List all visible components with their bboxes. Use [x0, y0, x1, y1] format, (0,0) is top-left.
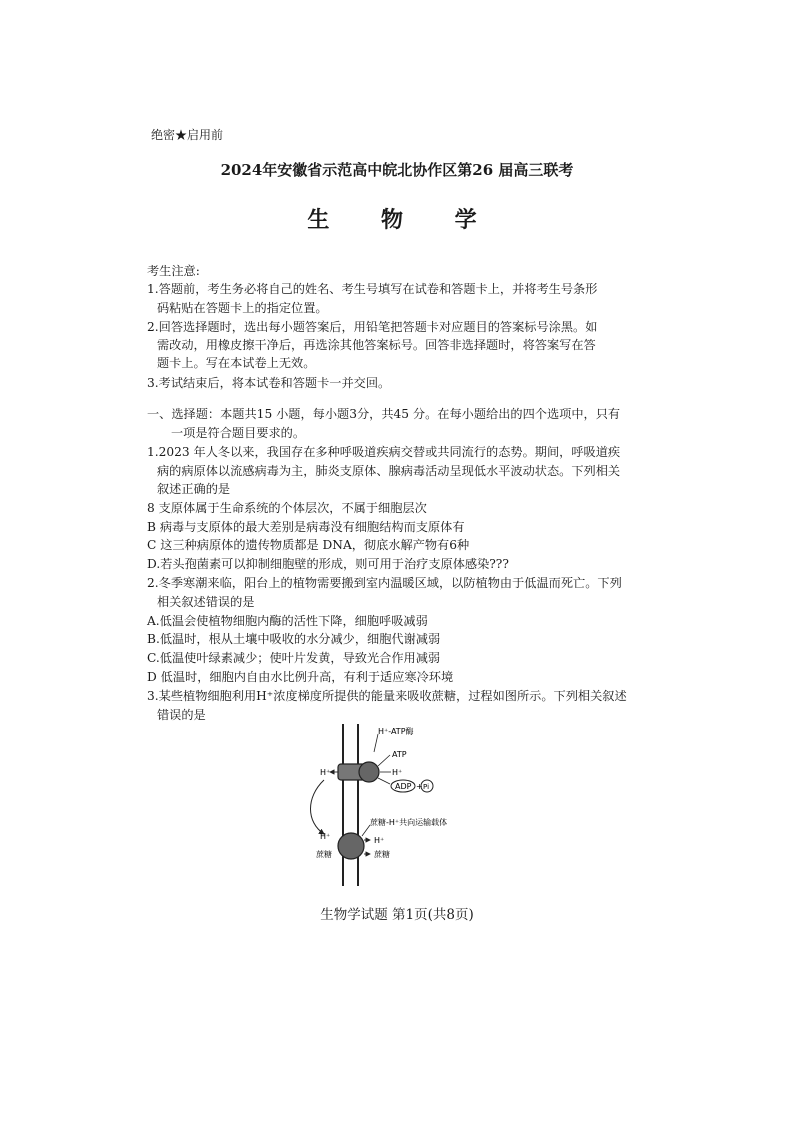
question-stem: 2.冬季寒潮来临，阳台上的植物需要搬到室内温暖区域，以防植物由于低温而死亡。下列: [147, 576, 622, 590]
h-plus-outside-label: H⁺: [320, 768, 331, 777]
option-a: A.低温会使植物细胞内酶的活性下降，细胞呼吸减弱: [147, 614, 428, 628]
pi-label: Pi: [423, 783, 430, 791]
question-stem: 3.某些植物细胞利用H⁺浓度梯度所提供的能量来吸收蔗糖，过程如图所示。下列相关叙述: [147, 689, 627, 703]
section-heading: 一项是符合题目要求的。: [171, 426, 306, 440]
secret-label: 绝密★启用前: [151, 128, 224, 142]
option-b: B 病毒与支原体的最大差别是病毒没有细胞结构而支原体有: [147, 520, 465, 534]
option-c: C.低温使叶绿素减少；使叶片发黄，导致光合作用减弱: [147, 651, 441, 665]
atpase-label: H⁺-ATP酶: [378, 727, 414, 736]
option-d: D 低温时，细胞内自由水比例升高，有利于适应寒冷环境: [147, 670, 454, 684]
notice-line: 3.考试结束后，将本试卷和答题卡一并交回。: [147, 376, 391, 390]
option-a: 8 支原体属于生命系统的个体层次，不属于细胞层次: [147, 501, 427, 515]
h-plus-in-label: H⁺: [320, 832, 331, 841]
h-plus-label: H⁺: [392, 768, 403, 777]
sucrose-outside-label: 蔗糖: [316, 850, 332, 859]
option-b: B.低温时，根从土壤中吸收的水分减少，细胞代谢减弱: [147, 632, 441, 646]
transport-diagram: [300, 722, 500, 890]
atpase-head: [359, 762, 379, 782]
cotransporter: [338, 833, 364, 859]
question-stem: 错误的是: [157, 708, 206, 722]
h-plus-cytoplasm-label: H⁺: [374, 836, 385, 845]
question-stem: 病的病原体以流感病毒为主，肺炎支原体、腺病毒活动呈现低水平波动状态。下列相关: [157, 464, 621, 478]
question-stem: 相关叙述错误的是: [157, 595, 255, 609]
notice-line: 1.答题前，考生务必将自己的姓名、考生号填写在试卷和答题卡上，并将考生号条形: [147, 282, 598, 296]
option-c: C 这三种病原体的遗传物质都是 DNA，彻底水解产物有6种: [147, 538, 470, 552]
notice-line: 需改动，用橡皮擦干净后，再选涂其他答案标号。回答非选择题时，将答案写在答: [157, 338, 596, 352]
page-footer: 生物学试题 第1页(共8页): [320, 907, 474, 923]
sucrose-inside-label: 蔗糖: [374, 850, 390, 859]
notice-title: 考生注意:: [147, 264, 200, 278]
section-heading: 一、选择题：本题共15 小题，每小题3分，共45 分。在每小题给出的四个选项中，只有: [147, 407, 621, 421]
h-return-arrow: [311, 780, 325, 834]
option-d: D.若头孢菌素可以抑制细胞壁的形成，则可用于治疗支原体感染???: [147, 557, 509, 571]
svg-text:+: +: [416, 782, 423, 791]
exam-title: 2024年安徽省示范高中皖北协作区第26 届高三联考: [220, 161, 574, 179]
subject-title: 生 物 学: [307, 207, 499, 233]
atp-label: ATP: [392, 750, 407, 759]
notice-line: 码粘贴在答题卡上的指定位置。: [157, 301, 328, 315]
cotransporter-label: 蔗糖-H⁺共向运输载体: [370, 818, 448, 827]
question-stem: 1.2023 年人冬以来，我国存在多种呼吸道疾病交替或共同流行的态势。期间，呼吸道疾: [147, 445, 621, 459]
notice-line: 2.回答选择题时，选出每小题答案后，用铅笔把答题卡对应题目的答案标号涂黑。如: [147, 320, 598, 334]
question-stem: 叙述正确的是: [157, 482, 231, 496]
notice-line: 题卡上。写在本试卷上无效。: [157, 356, 316, 370]
adp-label: ADP: [395, 782, 412, 791]
